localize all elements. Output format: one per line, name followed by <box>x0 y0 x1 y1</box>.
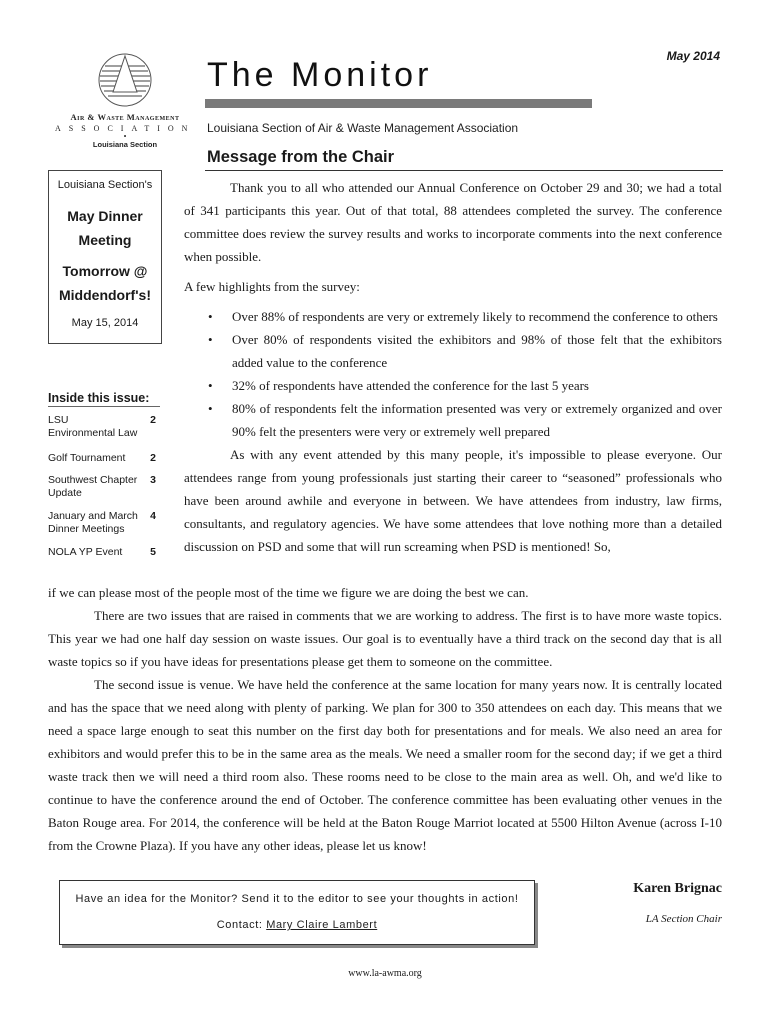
list-item: • 32% of respondents have attended the conference for the last 5 years <box>184 374 722 397</box>
event-subtitle-line2: Middendorf's! <box>59 287 151 303</box>
event-title-line2: Meeting <box>78 232 132 248</box>
newsletter-title: The Monitor <box>207 56 433 94</box>
toc-item-page: 5 <box>150 546 156 558</box>
toc-item[interactable] <box>48 474 160 500</box>
survey-highlights-list <box>184 305 722 443</box>
issue-date: May 2014 <box>666 49 720 63</box>
signature-title: LA Section Chair <box>645 913 722 925</box>
toc-item-page: 2 <box>150 414 156 426</box>
article-paragraph: if we can please most of the people most of the time we figure we are doing the best we can. <box>48 585 529 600</box>
tip-text: Have an idea for the Monitor? Send it to the editor to see your thoughts in action! <box>75 893 519 905</box>
toc-item-page: 3 <box>150 474 156 486</box>
event-subtitle <box>49 259 161 307</box>
contact-link[interactable]: Mary Claire Lambert <box>266 919 378 931</box>
event-title-line1: May Dinner <box>67 208 143 224</box>
section-divider <box>205 170 723 171</box>
section-heading: Message from the Chair <box>207 148 395 166</box>
editor-tip-box <box>59 880 535 945</box>
toc-item-title: January and March Dinner Meetings <box>48 510 138 535</box>
article-fullwidth <box>48 581 722 857</box>
footer-url[interactable]: www.la-awma.org <box>348 968 422 979</box>
logo-text-line3: Louisiana Section <box>92 140 158 149</box>
article-paragraph: There are two issues that are raised in comments that we are working to address. The first is to have more waste topics. This year we had one half day session on waste issues. Our goal is to eventually have a third track on the second day that is all waste topics so if you have ideas for presentations please get them to someone on the committee. <box>48 608 722 669</box>
newsletter-subtitle: Louisiana Section of Air & Waste Management Association <box>207 121 519 135</box>
article-paragraph: Thank you to all who attended our Annual Conference on October 29 and 30; we had a total of 341 participants this year. Out of that total, 88 attendees completed the survey. The conference committee does review the survey results and works to incorporate comments into the next conference when possible. <box>184 180 722 264</box>
title-bar <box>205 99 592 108</box>
article-paragraph: The second issue is venue. We have held the conference at the same location for many years now. It is centrally located and has the space that we need along with plenty of parking. We plan for 300 to 350 attendees on each day. This means that we need a space large enough to seat this number on the first day both for presentations and for meals. We also need an area for exhibitors and would prefer this to be in the same area as the meals. We need a smaller room for the second day; if we get a third waste track then we will need a third room also. These rooms need to be close to the main area as well. Oh, and we'd like to continue to have the conference around the end of October. The conference committee has been evaluating other venues in the Baton Rouge area. For 2014, the conference will be held at the Baton Rouge Marriot located at 5500 Hilton Avenue (across I-10 from the Crowne Plaza). If you have any other ideas, please let us know! <box>48 677 722 853</box>
article-column <box>184 176 722 558</box>
event-intro: Louisiana Section's <box>57 179 153 191</box>
toc-heading: Inside this issue: <box>48 391 150 405</box>
tip-contact <box>60 919 534 931</box>
event-date: May 15, 2014 <box>71 317 139 329</box>
toc-item-page: 4 <box>150 510 156 522</box>
list-item: • Over 80% of respondents visited the exhibitors and 98% of those felt that the exhibitors added value to the conference <box>184 328 722 374</box>
logo-text-line2: ASSOCIATION <box>55 124 196 133</box>
article-paragraph: As with any event attended by this many people, it's impossible to please everyone. Our attendees range from young professionals just starting their career to “seasoned” professionals who have been around awhile and everyone in between. We have attendees from industry, law firms, consultants, and regulatory agencies. We have some attendees that love nothing more than a detailed discussion on PSD and some that will run screaming when PSD is mentioned! So, <box>184 447 722 554</box>
event-title <box>49 204 161 252</box>
toc-item[interactable] <box>48 414 160 440</box>
toc-item[interactable] <box>48 510 160 536</box>
contact-label: Contact: <box>216 919 263 931</box>
logo-text-line1: Air & Waste Management <box>70 112 180 122</box>
toc-divider <box>48 406 160 407</box>
signature-name: Karen Brignac <box>633 881 722 896</box>
event-callout-box <box>48 170 162 344</box>
article-paragraph: A few highlights from the survey: <box>184 279 360 294</box>
list-item: • Over 88% of respondents are very or extremely likely to recommend the conference to others <box>184 305 722 328</box>
logo-dot: • <box>123 132 127 141</box>
toc-item-page: 2 <box>150 452 156 464</box>
toc-item-title: NOLA YP Event <box>48 546 123 558</box>
toc-item[interactable] <box>48 546 160 559</box>
event-subtitle-line1: Tomorrow @ <box>62 263 148 279</box>
toc-item-title: Southwest Chapter Update <box>48 474 138 499</box>
toc-item-title: LSU Environmental Law <box>48 414 138 439</box>
globe-logo-icon <box>97 52 153 108</box>
toc-item-title: Golf Tournament <box>48 452 126 464</box>
toc-item[interactable] <box>48 452 160 465</box>
list-item: • 80% of respondents felt the information presented was very or extremely organized and over 90% felt the presenters were very or extremely well prepared <box>184 397 722 443</box>
association-logo <box>55 52 195 152</box>
